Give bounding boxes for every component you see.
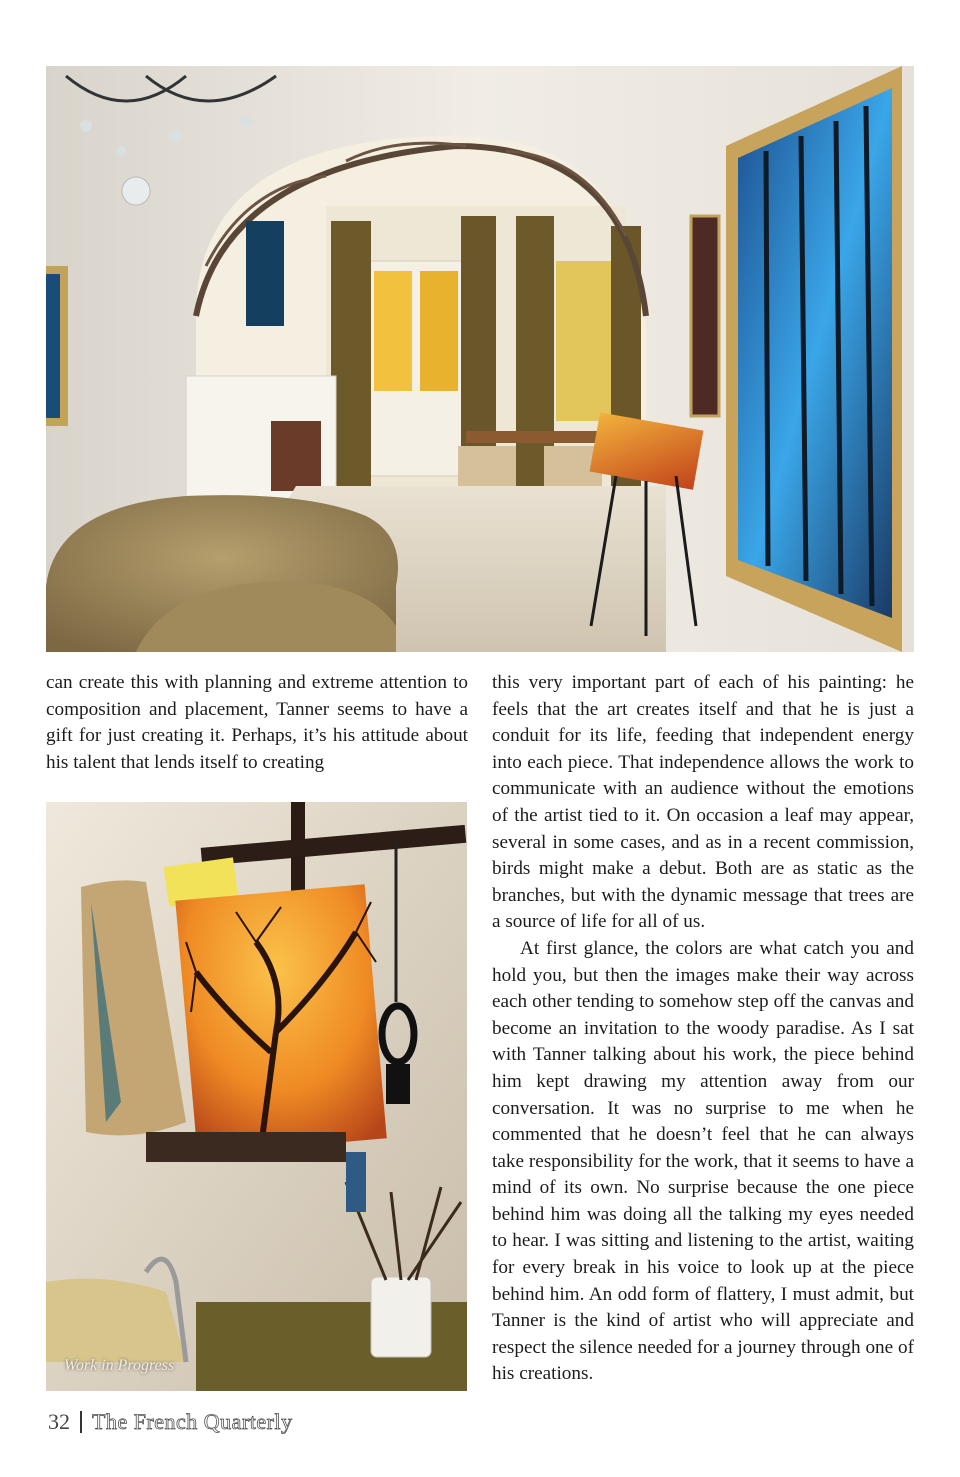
publication-title: The French Quarterly <box>92 1409 293 1434</box>
gallery-photo <box>46 66 914 652</box>
article-paragraph: this very important part of each of his painting: he feels that the art creates itself and that he is just a conduit for its life, feeding that independent energy into each piece. That independence allows the work to communicate with an audience without the emotions of the artist tied to it. On occasion a leaf may appear, several in some cases, and as in a recent commission, birds might make a debut. Both are as static as the branches, but with the dynamic message that trees are a source of life for all of us. <box>492 672 914 933</box>
article-right-column <box>492 670 914 1388</box>
footer-divider <box>80 1411 82 1433</box>
photo-caption: Work in Progress <box>64 1357 175 1374</box>
article-left-column <box>46 670 468 776</box>
studio-photo <box>46 802 467 1391</box>
article-paragraph: At first glance, the colors are what catch you and hold you, but then the images make their way across each other tending to somehow step off the canvas and become an invitation to the woody paradise. As I sat with Tanner talking about his work, the piece behind him kept drawing my attention away from our conversation. It was no surprise to me when he commented that he doesn’t feel that he can always take responsibility for the work, that it seems to have a mind of its own. No surprise because the one piece behind him was doing all the talking my eyes needed to hear. I was sitting and listening to the artist, waiting for every break in his voice to look up at the piece behind him. An odd form of flattery, I must admit, but Tanner is the kind of artist who will appreciate and respect the silence needed for a journey through one of his creations. <box>492 937 914 1385</box>
article-paragraph: can create this with planning and extreme attention to composition and placement, Tanner seems to have a gift for just creating it. Perhaps, it’s his attitude about his talent that lends itself to creating <box>46 672 468 773</box>
page-number: 32 <box>48 1409 70 1434</box>
page-footer <box>48 1409 293 1435</box>
